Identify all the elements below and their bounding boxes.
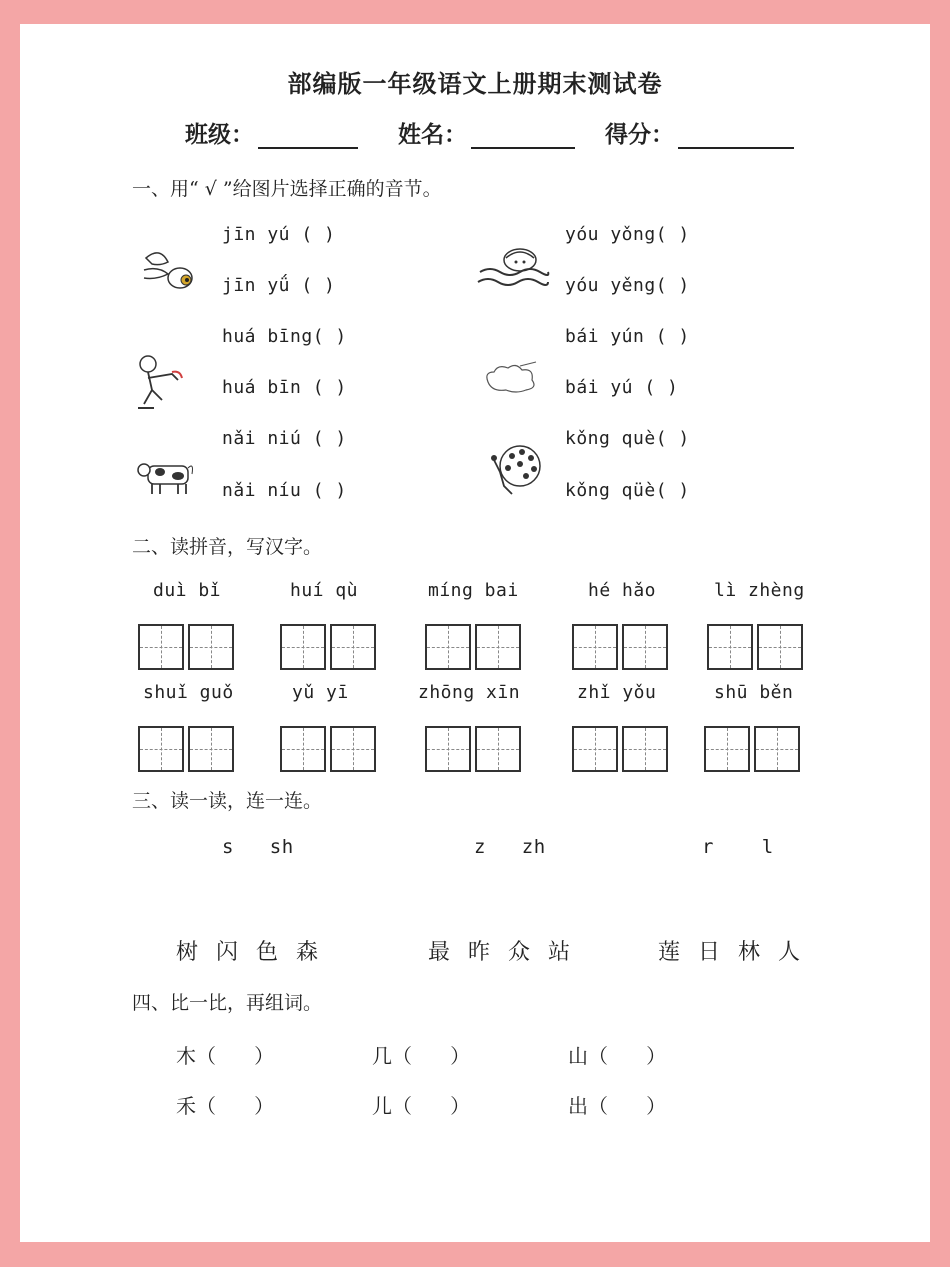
pinyin-mingbai: míng bai: [428, 580, 519, 601]
section1-heading: 一、用“ √ ”给图片选择正确的音节。: [132, 178, 442, 200]
compare-shan[interactable]: 山（ ）: [568, 1044, 667, 1068]
option-jinyu-1[interactable]: jīn yú ( ): [222, 224, 336, 245]
option-kongque-1[interactable]: kǒng què( ): [565, 428, 690, 449]
section3-heading: 三、读一读，连一连。: [132, 790, 323, 812]
write-box[interactable]: [188, 726, 234, 772]
pinyin-huiqu: huí qù: [290, 580, 359, 601]
write-box[interactable]: [475, 726, 521, 772]
write-box-pair: [425, 726, 521, 772]
option-baiyun-2[interactable]: bái yú ( ): [565, 377, 679, 398]
name-field: [398, 116, 575, 149]
letters-s-sh[interactable]: s sh: [222, 836, 294, 858]
option-nainiu-1[interactable]: nǎi niú ( ): [222, 428, 347, 449]
write-box[interactable]: [572, 726, 618, 772]
write-box[interactable]: [280, 624, 326, 670]
write-box[interactable]: [622, 624, 668, 670]
name-blank[interactable]: [471, 125, 575, 149]
score-blank[interactable]: [678, 125, 794, 149]
option-baiyun-1[interactable]: bái yún ( ): [565, 326, 690, 347]
write-box[interactable]: [475, 624, 521, 670]
goldfish-icon: [138, 244, 200, 300]
write-box[interactable]: [330, 624, 376, 670]
compare-er[interactable]: 儿（ ）: [372, 1094, 471, 1118]
pinyin-zhongxin: zhōng xīn: [418, 682, 521, 703]
write-box-pair: [425, 624, 521, 670]
compare-he[interactable]: 禾（ ）: [176, 1094, 275, 1118]
write-box-pair: [280, 624, 376, 670]
write-box[interactable]: [622, 726, 668, 772]
letters-z-zh[interactable]: z zh: [474, 836, 546, 858]
class-field: [185, 116, 358, 149]
write-box[interactable]: [754, 726, 800, 772]
section2-heading: 二、读拼音，写汉字。: [132, 536, 323, 558]
write-box[interactable]: [138, 726, 184, 772]
write-box[interactable]: [757, 624, 803, 670]
write-box[interactable]: [707, 624, 753, 670]
option-jinyu-2[interactable]: jīn yǘ ( ): [222, 275, 336, 296]
compare-mu[interactable]: 木（ ）: [176, 1044, 275, 1068]
compare-ji[interactable]: 几（ ）: [372, 1044, 471, 1068]
pinyin-yuyi: yǔ yī: [292, 682, 349, 703]
class-label: 班级：: [185, 121, 254, 148]
option-nainiu-2[interactable]: nǎi níu ( ): [222, 480, 347, 501]
skater-icon: [132, 352, 188, 414]
pinyin-duibi: duì bǐ: [153, 580, 222, 601]
write-box-pair: [138, 624, 234, 670]
pinyin-hehao: hé hǎo: [588, 580, 657, 601]
score-field: [605, 116, 794, 149]
page-title: 部编版一年级语文上册期末测试卷: [287, 69, 663, 98]
swimmer-icon: [476, 242, 550, 288]
letters-r-l[interactable]: r l: [702, 836, 774, 858]
option-youyong-2[interactable]: yóu yěng( ): [565, 275, 690, 296]
pinyin-shuben: shū běn: [714, 682, 794, 703]
class-blank[interactable]: [258, 125, 358, 149]
write-box[interactable]: [138, 624, 184, 670]
option-huabing-2[interactable]: huá bīn ( ): [222, 377, 347, 398]
section4-heading: 四、比一比，再组词。: [132, 992, 323, 1014]
write-box-pair: [704, 726, 800, 772]
compare-chu[interactable]: 出（ ）: [568, 1094, 667, 1118]
score-label: 得分：: [605, 121, 674, 148]
chars-group-2[interactable]: 最昨众站: [428, 940, 589, 965]
write-box-pair: [138, 726, 234, 772]
cloud-icon: [480, 360, 542, 396]
write-box[interactable]: [330, 726, 376, 772]
pinyin-zhiyou: zhǐ yǒu: [577, 682, 657, 703]
peacock-icon: [486, 440, 546, 500]
write-box-pair: [572, 624, 668, 670]
write-box[interactable]: [188, 624, 234, 670]
chars-group-3[interactable]: 莲日林人: [658, 940, 819, 965]
cow-icon: [134, 456, 198, 498]
write-box[interactable]: [280, 726, 326, 772]
option-huabing-1[interactable]: huá bīng( ): [222, 326, 347, 347]
write-box[interactable]: [572, 624, 618, 670]
pinyin-lizheng: lì zhèng: [714, 580, 805, 601]
write-box[interactable]: [425, 726, 471, 772]
pinyin-shuiguo: shuǐ guǒ: [143, 682, 234, 703]
write-box[interactable]: [704, 726, 750, 772]
option-youyong-1[interactable]: yóu yǒng( ): [565, 224, 690, 245]
write-box-pair: [280, 726, 376, 772]
write-box[interactable]: [425, 624, 471, 670]
chars-group-1[interactable]: 树闪色森: [176, 940, 337, 965]
name-label: 姓名：: [398, 121, 467, 148]
option-kongque-2[interactable]: kǒng qüè( ): [565, 480, 690, 501]
write-box-pair: [707, 624, 803, 670]
write-box-pair: [572, 726, 668, 772]
